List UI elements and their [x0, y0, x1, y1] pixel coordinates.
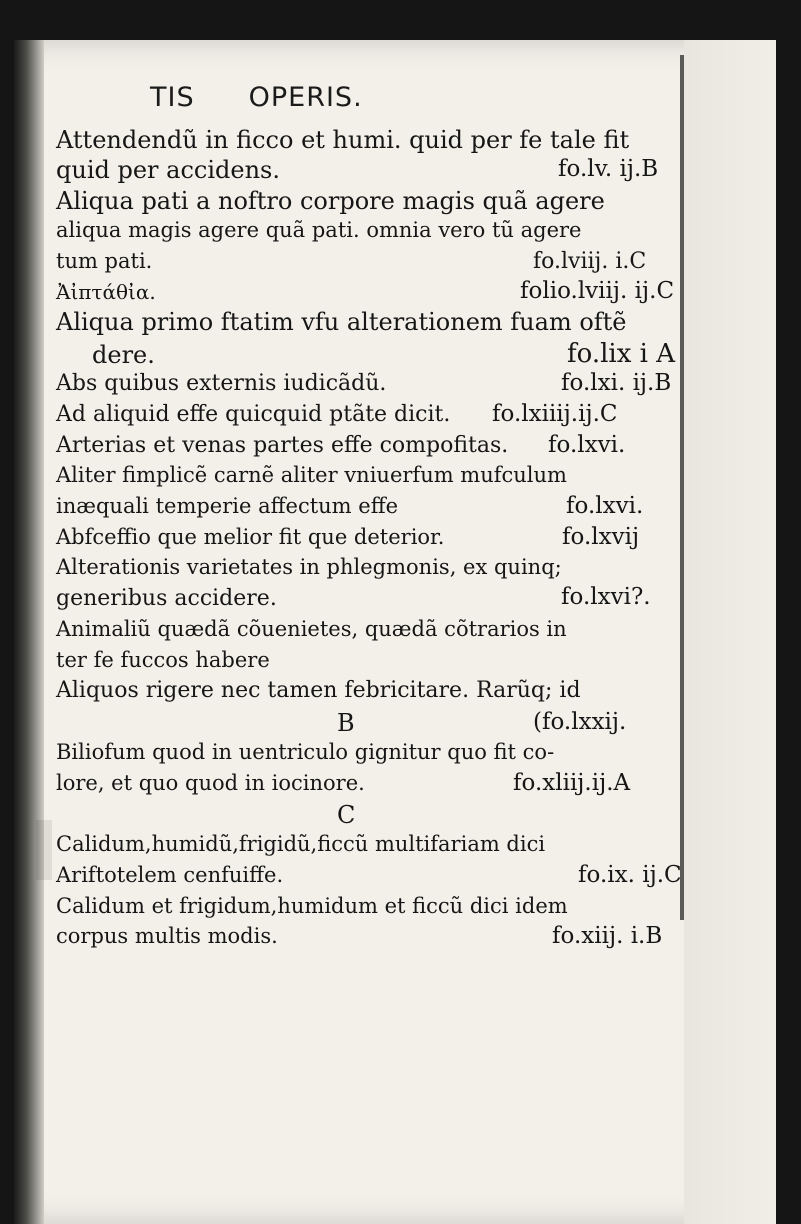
- entry-text: tum pati.: [56, 249, 153, 273]
- entry-text: Ad aliquid effe quicquid ptãte dicit.: [56, 402, 451, 427]
- entry-reference: fo.lxiiij.ij.C: [492, 401, 618, 427]
- entry-reference: fo.xliij.ij.A: [513, 770, 631, 796]
- entry-reference: (fo.lxxij.: [533, 709, 627, 735]
- entry-reference: fo.lxvi.: [548, 432, 626, 458]
- header-word-1: TIS: [150, 82, 195, 113]
- entry-text: dere.: [92, 341, 155, 369]
- entry-text: Ἀἰπτάθἰα.: [56, 280, 156, 304]
- book-gutter: [14, 40, 44, 1224]
- entry-text: Calidum,humidũ,frigidũ,ficcũ multifariam dici: [56, 832, 546, 856]
- entry-text: generibus accidere.: [56, 586, 277, 611]
- header-word-2: OPERIS.: [248, 82, 363, 113]
- entry-reference: fo.lv. ij.B: [558, 156, 659, 182]
- page-right-margin: [684, 40, 776, 1224]
- section-letter: C: [337, 801, 356, 829]
- entry-text: quid per accidens.: [56, 156, 280, 184]
- entry-text: Animaliũ quædã cõuenietes, quædã cõtrarios in: [56, 617, 567, 641]
- entry-text: corpus multis modis.: [56, 924, 278, 948]
- entry-reference: fo.lxi. ij.B: [561, 370, 672, 396]
- entry-text: Ariftotelem cenfuiffe.: [56, 863, 284, 887]
- entry-reference: fo.xiij. i.B: [552, 923, 663, 949]
- entry-text: aliqua magis agere quã pati. omnia vero tũ agere: [56, 218, 582, 242]
- entry-text: inæquali temperie affectum effe: [56, 494, 399, 518]
- entry-text: Alterationis varietates in phlegmonis, ex quinq;: [56, 555, 562, 579]
- running-header: [150, 82, 363, 113]
- entry-text: Aliter fimplicẽ carnẽ aliter vniuerfum mufculum: [56, 463, 567, 487]
- entry-text: Calidum et frigidum,humidum et ficcũ dici idem: [56, 894, 568, 918]
- entry-reference: fo.lxvij: [562, 524, 640, 550]
- entry-text: lore, et quo quod in iocinore.: [56, 771, 365, 795]
- entry-text: Biliofum quod in uentriculo gignitur quo fit co-: [56, 740, 555, 764]
- entry-reference: fo.ix. ij.C: [578, 862, 682, 888]
- entry-reference: fo.lviij. i.C: [533, 249, 647, 274]
- entry-text: Abs quibus externis iudicãdũ.: [56, 371, 387, 396]
- entry-text: Aliqua pati a noftro corpore magis quã agere: [56, 187, 605, 215]
- entry-reference: fo.lxvi?.: [561, 584, 651, 610]
- entry-reference: fo.lxvi.: [566, 493, 644, 519]
- entry-text: Abfceffio que melior fit que deterior.: [56, 525, 445, 549]
- entry-text: Aliqua primo ftatim vfu alterationem fuam oftẽ: [56, 308, 627, 336]
- gutter-smudge: [36, 820, 52, 880]
- section-letter: B: [337, 709, 355, 737]
- entry-text: Attendendũ in ficco et humi. quid per fe tale fit: [56, 126, 630, 154]
- entry-text: Aliquos rigere nec tamen febricitare. Rarũq; id: [56, 678, 581, 703]
- entry-text: ter fe fuccos habere: [56, 648, 270, 672]
- entry-text: Arterias et venas partes effe compofitas.: [56, 433, 509, 458]
- entry-reference: folio.lviij. ij.C: [520, 278, 675, 304]
- entry-reference: fo.lix i A: [567, 339, 675, 369]
